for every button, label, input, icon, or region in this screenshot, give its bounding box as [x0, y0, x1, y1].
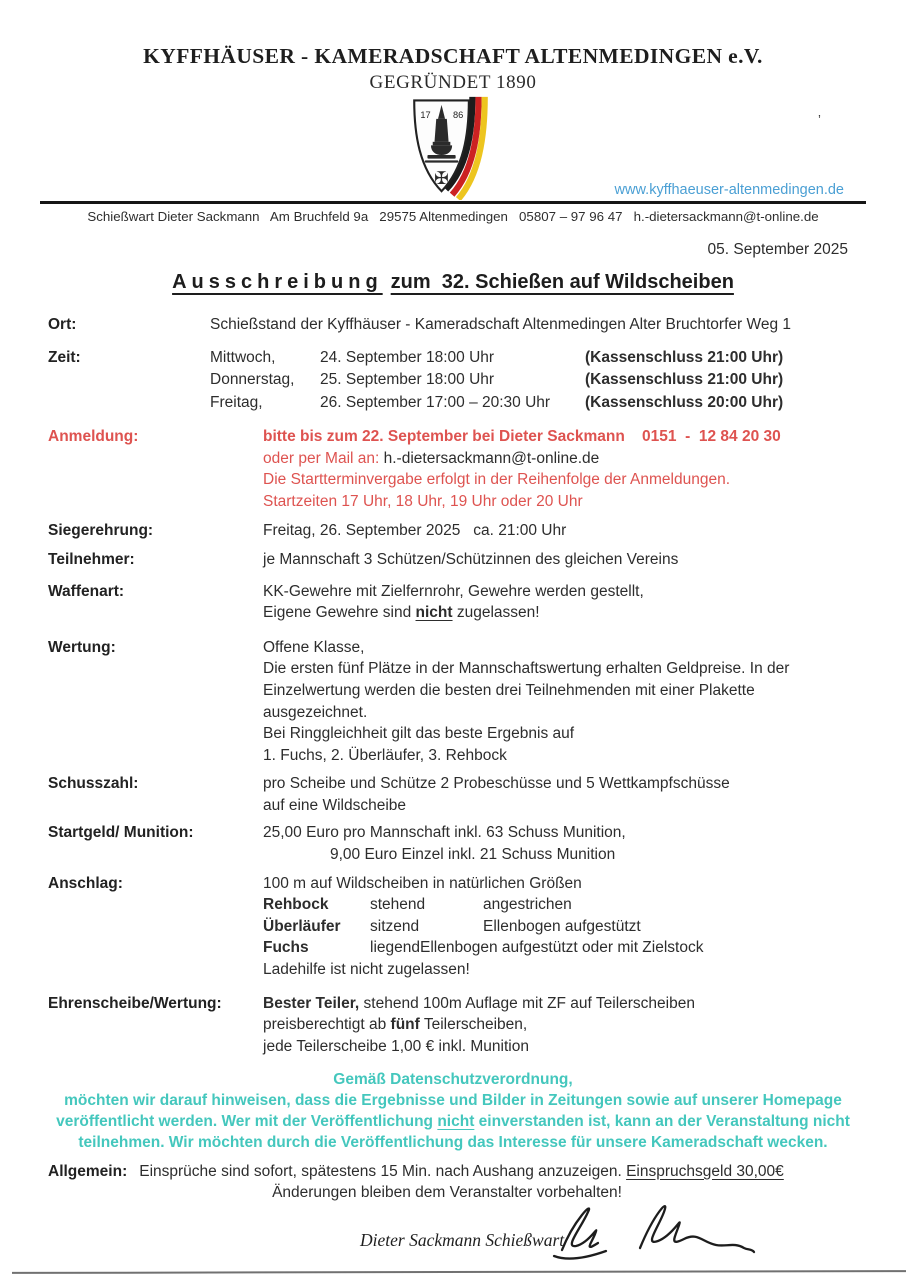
ehrenscheibe-line2 — [263, 1014, 906, 1036]
startgeld-line2: 9,00 Euro Einzel inkl. 21 Schuss Munition — [330, 846, 616, 864]
zeit-close: (Kassenschluss 21:00 Uhr) — [585, 371, 784, 389]
zeit-row — [210, 347, 906, 370]
section-ehrenscheibe — [0, 993, 906, 1058]
zeit-close: (Kassenschluss 20:00 Uhr) — [585, 394, 784, 412]
anmeldung-startvergabe: Die Startterminvergabe erfolgt in der Reihenfolge der Anmeldungen. — [263, 471, 730, 489]
teilnehmer-text: je Mannschaft 3 Schützen/Schützinnen des gleichen Vereins — [263, 550, 679, 568]
waffenart-line2-pre: Eigene Gewehre sind — [263, 604, 416, 622]
anschlag-animal: Überläufer — [263, 917, 341, 935]
anschlag-note: Ladehilfe ist nicht zugelassen! — [263, 961, 470, 979]
iron-cross-icon: ✠ — [434, 168, 449, 189]
anschlag-pos: stehend — [370, 896, 426, 914]
anmeldung-mail-prefix: oder per Mail an: — [263, 449, 384, 467]
section-wertung — [0, 637, 906, 767]
siegerehrung-label: Siegerehrung: — [48, 522, 154, 540]
anschlag-line1: 100 m auf Wildscheiben in natürlichen Größen — [263, 874, 582, 892]
wertung-line: 1. Fuchs, 2. Überläufer, 3. Rehbock — [263, 746, 507, 764]
zeit-close: (Kassenschluss 21:00 Uhr) — [585, 348, 784, 366]
section-startgeld — [0, 822, 906, 865]
ehrenscheibe-line2-pre: preisberechtigt ab — [263, 1016, 391, 1034]
waffenart-line2-post: zugelassen! — [452, 604, 540, 622]
section-siegerehrung — [0, 520, 906, 542]
wertung-line: ausgezeichnet. — [263, 703, 368, 721]
founded-line: GEGRÜNDET 1890 — [369, 72, 537, 93]
document-title — [0, 271, 906, 294]
handwritten-signature — [548, 1192, 758, 1270]
ehrenscheibe-line2-post: Teilerscheiben, — [419, 1016, 528, 1034]
ehrenscheibe-fuenf: fünf — [390, 1016, 420, 1034]
anschlag-detail: angestrichen — [483, 896, 572, 914]
privacy-line2: möchten wir darauf hinweisen, dass die Ergebnisse und Bilder in Zeitungen sowie auf unserer Homepage — [64, 1092, 842, 1110]
privacy-line3-pre: veröffentlicht werden. Wer mit der Veröffentlichung — [56, 1113, 438, 1131]
anmeldung-deadline-phone: bitte bis zum 22. September bei Dieter Sackmann 0151 - 12 84 20 30 — [263, 427, 781, 445]
anschlag-animal: Fuchs — [263, 939, 309, 957]
anschlag-pos: sitzend — [370, 917, 420, 935]
section-zeit — [0, 347, 906, 415]
anschlag-label: Anschlag: — [48, 874, 123, 892]
teilnehmer-label: Teilnehmer: — [48, 550, 135, 568]
anmeldung-startzeiten: Startzeiten 17 Uhr, 18 Uhr, 19 Uhr oder 20 Uhr — [263, 492, 583, 510]
zeit-time: 26. September 17:00 – 20:30 Uhr — [320, 394, 551, 412]
anschlag-pos-detail — [370, 937, 906, 959]
allgemein-line2: Änderungen bleiben dem Veranstalter vorbehalten! — [272, 1184, 622, 1202]
ehrenscheibe-label: Ehrenscheibe/Wertung: — [48, 994, 222, 1012]
privacy-line1: Gemäß Datenschutzverordnung, — [333, 1071, 573, 1089]
schusszahl-line2: auf eine Wildscheibe — [263, 796, 407, 814]
wertung-line: Offene Klasse, — [263, 638, 365, 656]
section-waffenart — [0, 581, 906, 624]
anmeldung-email: h.-dietersackmann@t-online.de — [383, 449, 600, 467]
zeit-row — [210, 369, 906, 392]
title-rest: zum 32. Schießen auf Wildscheiben — [390, 271, 734, 293]
allgemein-line1-pre: Einsprüche sind sofort, spätestens 15 Min. nach Aushang anzuzeigen. — [139, 1162, 627, 1180]
section-anschlag — [0, 873, 906, 981]
section-anmeldung — [0, 426, 906, 512]
privacy-notice — [0, 1070, 906, 1153]
ort-text: Schießstand der Kyffhäuser - Kameradschaft Altenmedingen Alter Bruchtorfer Weg 1 — [210, 316, 791, 333]
zeit-day: Freitag, — [210, 394, 263, 412]
zeit-day: Mittwoch, — [210, 348, 276, 366]
privacy-line3 — [55, 1112, 851, 1133]
privacy-nicht: nicht — [437, 1113, 475, 1131]
document-date: 05. September 2025 — [707, 241, 848, 258]
crest-shield-icon — [405, 96, 501, 200]
club-name: KYFFHÄUSER - KAMERADSCHAFT ALTENMEDINGEN e.V. — [143, 44, 763, 68]
anschlag-animal: Rehbock — [263, 896, 329, 914]
section-allgemein — [0, 1161, 906, 1204]
zeit-time: 25. September 18:00 Uhr — [320, 371, 495, 389]
anschlag-row — [263, 916, 906, 938]
anschlag-detail: Ellenbogen aufgestützt oder mit Zielstock — [420, 939, 704, 957]
zeit-row — [210, 392, 906, 415]
wertung-line: Einzelwertung werden die besten drei Teilnehmenden mit einer Plakette — [263, 681, 755, 699]
anschlag-pos: liegend — [370, 939, 420, 957]
signature-caption: Dieter Sackmann Schießwart — [360, 1229, 565, 1250]
ort-label: Ort: — [48, 316, 77, 333]
allgemein-line1 — [48, 1161, 906, 1183]
waffenart-nicht: nicht — [415, 604, 453, 622]
allgemein-label: Allgemein: — [48, 1162, 128, 1180]
waffenart-label: Waffenart: — [48, 582, 125, 600]
header-divider — [40, 201, 866, 204]
scan-speck: ’ — [818, 112, 821, 127]
crest-year-right: 86 — [453, 110, 464, 121]
waffenart-line2 — [263, 602, 906, 624]
wertung-line: Bei Ringgleichheit gilt das beste Ergebnis auf — [263, 725, 575, 743]
anschlag-detail: Ellenbogen aufgestützt — [483, 917, 641, 935]
section-ort — [0, 314, 906, 336]
privacy-line3-post: einverstanden ist, kann an der Veranstaltung nicht — [474, 1113, 850, 1131]
schusszahl-line1: pro Scheibe und Schütze 2 Probeschüsse und 5 Wettkampfschüsse — [263, 775, 730, 793]
ehrenscheibe-line1 — [263, 993, 906, 1015]
zeit-time: 24. September 18:00 Uhr — [320, 348, 495, 366]
website-link: www.kyffhaeuser-altenmedingen.de — [614, 182, 844, 198]
schusszahl-label: Schusszahl: — [48, 775, 139, 793]
ehrenscheibe-line1-rest: stehend 100m Auflage mit ZF auf Teilerscheiben — [359, 994, 695, 1012]
privacy-line4: teilnehmen. Wir möchten durch die Veröffentlichung das Interesse für unsere Kameradschaft wecken. — [78, 1133, 828, 1151]
startgeld-line1: 25,00 Euro pro Mannschaft inkl. 63 Schuss Munition, — [263, 824, 626, 842]
wertung-label: Wertung: — [48, 638, 116, 656]
crest-year-left: 17 — [420, 110, 431, 121]
wertung-line: Die ersten fünf Plätze in der Mannschaftswertung erhalten Geldpreise. In der — [263, 660, 790, 678]
ehrenscheibe-bester-teiler: Bester Teiler, — [263, 994, 360, 1012]
signature-block — [0, 1206, 906, 1280]
zeit-day: Donnerstag, — [210, 371, 295, 389]
anmeldung-mail-line — [263, 448, 906, 470]
contact-line: Schießwart Dieter Sackmann Am Bruchfeld 9a 29575 Altenmedingen 05807 – 97 96 47 h.-dietersackmann@t-online.de — [87, 209, 819, 224]
ehrenscheibe-line3: jede Teilerscheibe 1,00 € inkl. Munition — [263, 1037, 529, 1055]
section-teilnehmer — [0, 549, 906, 571]
allgemein-einspruchsgeld: Einspruchsgeld 30,00€ — [626, 1162, 784, 1180]
startgeld-label: Startgeld/ Munition: — [48, 824, 194, 842]
siegerehrung-text: Freitag, 26. September 2025 ca. 21:00 Uhr — [263, 522, 567, 540]
anmeldung-label: Anmeldung: — [48, 427, 139, 445]
anschlag-row — [263, 894, 906, 916]
waffenart-line1: KK-Gewehre mit Zielfernrohr, Gewehre werden gestellt, — [263, 582, 644, 600]
zeit-label: Zeit: — [48, 348, 81, 366]
anschlag-row — [263, 937, 906, 959]
section-schusszahl — [0, 773, 906, 816]
title-word-spaced: Ausschreibung — [172, 271, 383, 293]
